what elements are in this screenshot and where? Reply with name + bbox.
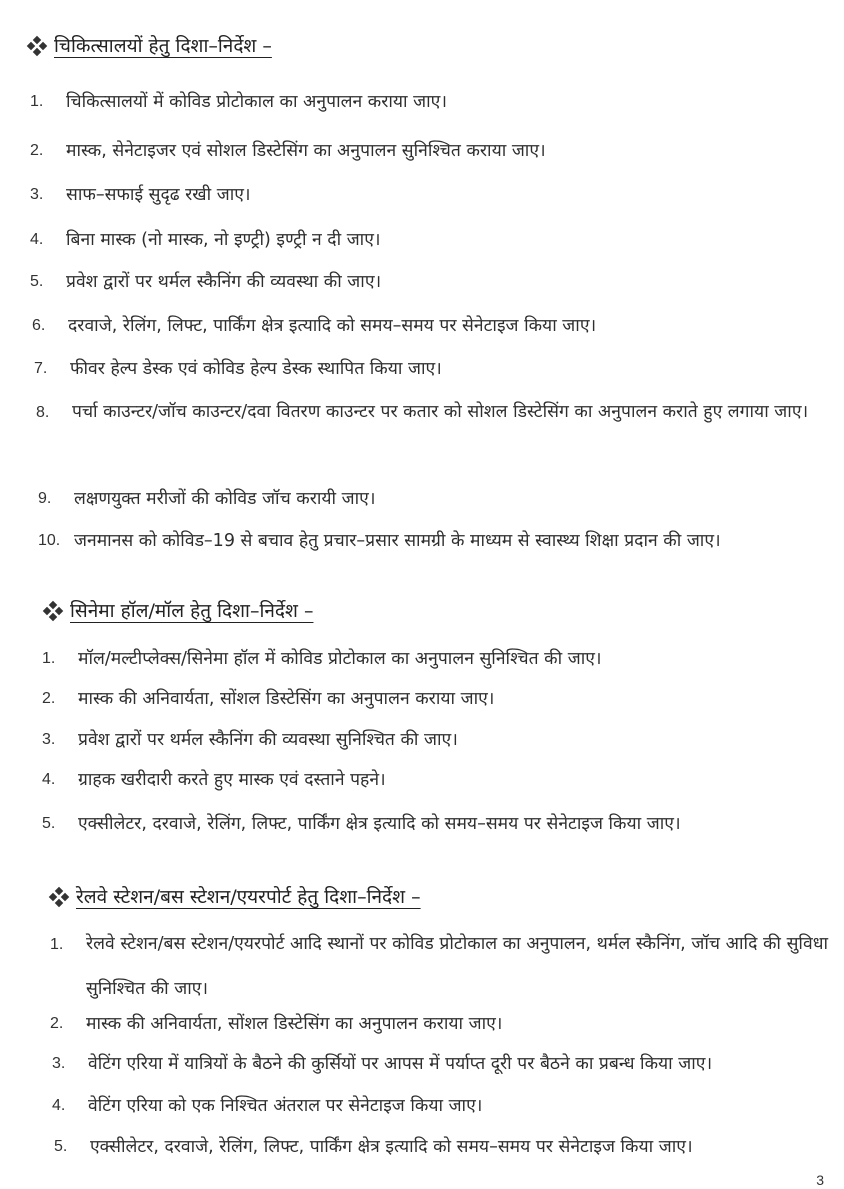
item-number: 2. [50, 1015, 64, 1032]
list-item [30, 181, 251, 209]
list-item [30, 226, 381, 254]
item-text: वेटिंग एरिया को एक निश्चित अंतराल पर सेनेटाइज किया जाए। [88, 1096, 483, 1116]
list-item [38, 527, 721, 555]
list-item [32, 312, 596, 340]
item-text: रेलवे स्टेशन/बस स्टेशन/एयरपोर्ट आदि स्थानों पर कोविड प्रोटोकाल का अनुपालन, थर्मल स्कैनिंग, जॉच आदि की सुविधा सुनिश्चित की जाए। [86, 934, 828, 999]
section-heading-transport [50, 883, 421, 911]
section-heading-text: चिकित्सालयों हेतु दिशा–निर्देश – [54, 35, 272, 57]
item-number: 4. [52, 1097, 66, 1114]
item-number: 5. [54, 1138, 68, 1155]
list-item [50, 922, 828, 1012]
list-item [42, 810, 681, 838]
item-number: 4. [30, 231, 44, 248]
item-number: 10. [38, 532, 61, 549]
item-text: एक्सीलेटर, दरवाजे, रेलिंग, लिफ्ट, पार्किंग क्षेत्र इत्यादि को समय–समय पर सेनेटाइज किया जाए। [90, 1137, 693, 1157]
section-heading-text: सिनेमा हॉल/मॉल हेतु दिशा–निर्देश – [70, 600, 314, 622]
item-text: साफ–सफाई सुदृढ रखी जाए। [66, 185, 251, 205]
list-item [30, 137, 546, 165]
section-heading-hospitals [28, 32, 272, 60]
list-item [30, 88, 447, 116]
item-number: 6. [32, 317, 46, 334]
item-text: मास्क की अनिवार्यता, सोंशल डिस्टेसिंग का अनुपालन कराया जाए। [86, 1014, 503, 1034]
item-number: 3. [42, 731, 56, 748]
page-number: 3 [816, 1172, 824, 1188]
item-number: 7. [34, 360, 48, 377]
item-text: पर्चा काउन्टर/जॉच काउन्टर/दवा वितरण काउन्टर पर कतार को सोशल डिस्टेसिंग का अनुपालन कराते हुए लगाया जाए। [72, 402, 809, 422]
list-item [54, 1133, 693, 1161]
item-number: 3. [52, 1055, 66, 1072]
list-item [42, 766, 386, 794]
item-text: चिकित्सालयों में कोविड प्रोटोकाल का अनुपालन कराया जाए। [66, 92, 447, 112]
section-heading-text: रेलवे स्टेशन/बस स्टेशन/एयरपोर्ट हेतु दिशा–निर्देश – [76, 886, 421, 908]
item-number: 3. [30, 186, 44, 203]
item-number: 9. [38, 490, 52, 507]
item-text: फीवर हेल्प डेस्क एवं कोविड हेल्प डेस्क स्थापित किया जाए। [70, 359, 442, 379]
item-number: 1. [30, 93, 44, 110]
item-number: 8. [36, 404, 50, 421]
list-item [38, 485, 375, 513]
list-item [52, 1092, 482, 1120]
item-text: लक्षणयुक्त मरीजों की कोविड जॉच करायी जाए। [74, 489, 376, 509]
item-text: प्रवेश द्वारों पर थर्मल स्कैनिंग की व्यवस्था की जाए। [66, 272, 382, 292]
list-item [52, 1050, 712, 1078]
section-heading-cinema-mall [44, 597, 313, 625]
item-text: मास्क, सेनेटाइजर एवं सोशल डिस्टेसिंग का अनुपालन सुनिश्चित कराया जाए। [66, 141, 546, 161]
diamond-bullet-icon [50, 888, 68, 906]
item-number: 1. [50, 936, 64, 953]
diamond-bullet-icon [44, 602, 62, 620]
item-text: एक्सीलेटर, दरवाजे, रेलिंग, लिफ्ट, पार्किंग क्षेत्र इत्यादि को समय–समय पर सेनेटाइज किया जाए। [78, 814, 681, 834]
item-text: मास्क की अनिवार्यता, सोंशल डिस्टेसिंग का अनुपालन कराया जाए। [78, 689, 495, 709]
item-text: प्रवेश द्वारों पर थर्मल स्कैनिंग की व्यवस्था सुनिश्चित की जाए। [78, 730, 458, 750]
item-number: 5. [42, 815, 56, 832]
list-item [42, 645, 602, 673]
diamond-bullet-icon [28, 37, 46, 55]
item-number: 2. [30, 142, 44, 159]
list-item [30, 268, 381, 296]
item-text: जनमानस को कोविड–19 से बचाव हेतु प्रचार–प्रसार सामग्री के माध्यम से स्वास्थ्य शिक्षा प्रदान की जाए। [74, 531, 721, 551]
item-text: वेटिंग एरिया में यात्रियों के बैठने की कुर्सियों पर आपस में पर्याप्त दूरी पर बैठने का प्रबन्ध किया जाए। [88, 1054, 713, 1074]
item-number: 1. [42, 650, 56, 667]
item-number: 4. [42, 771, 56, 788]
list-item [34, 355, 442, 383]
item-text: दरवाजे, रेलिंग, लिफ्ट, पार्किंग क्षेत्र इत्यादि को समय–समय पर सेनेटाइज किया जाए। [68, 316, 597, 336]
item-number: 2. [42, 690, 56, 707]
item-text: मॉल/मल्टीप्लेक्स/सिनेमा हॉल में कोविड प्रोटोकाल का अनुपालन सुनिश्चित की जाए। [78, 649, 602, 669]
item-text: ग्राहक खरीदारी करते हुए मास्क एवं दस्ताने पहने। [78, 770, 386, 790]
item-number: 5. [30, 273, 44, 290]
list-item [42, 685, 494, 713]
list-item [50, 1010, 502, 1038]
list-item [42, 726, 458, 754]
item-text: बिना मास्क (नो मास्क, नो इण्ट्री) इण्ट्री न दी जाए। [66, 230, 381, 250]
list-item [36, 390, 828, 435]
